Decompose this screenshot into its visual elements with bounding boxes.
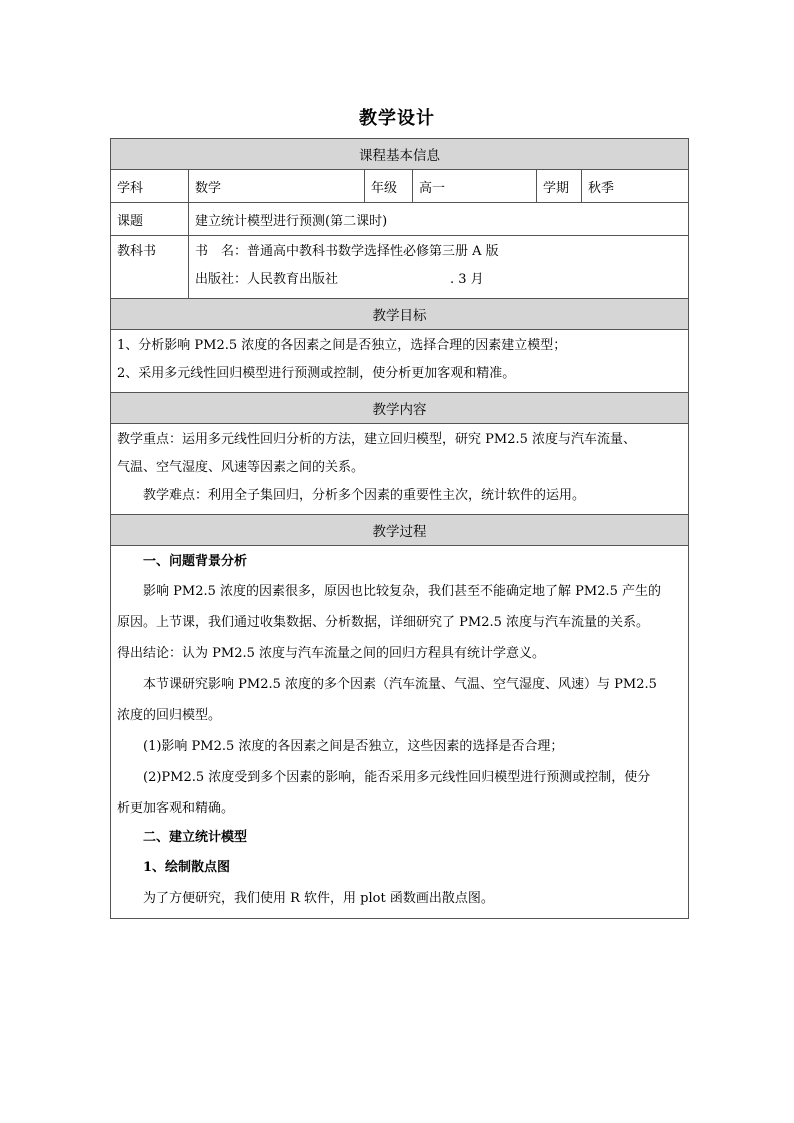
key-points-line: 教学重点：运用多元线性回归分析的方法，建立回归模型，研究 PM2.5 浓度与汽车流量、 (117, 432, 636, 447)
textbook-label: 教科书 (111, 236, 189, 299)
paragraph-line: 本节课研究影响 PM2.5 浓度的多个因素（汽车流量、气温、空气湿度、风速）与 PM2.5 (143, 677, 657, 692)
question-line: (2)PM2.5 浓度受到多个因素的影响，能否采用多元线性回归模型进行预测或控制，使分 (143, 770, 651, 785)
topic-value: 建立统计模型进行预测(第二课时) (189, 203, 689, 236)
paragraph-line: 影响 PM2.5 浓度的因素很多，原因也比较复杂，我们甚至不能确定地了解 PM2.5 产生的 (143, 584, 661, 599)
publisher-name: 出版社：人民教育出版社 (195, 272, 339, 287)
content-row (111, 424, 689, 515)
key-points-line: 气温、空气湿度、风速等因素之间的关系。 (117, 460, 365, 475)
process-heading: 一、问题背景分析 (143, 554, 248, 569)
process-heading: 二、建立统计模型 (143, 830, 248, 845)
objectives-row (111, 330, 689, 393)
term-label: 学期 (537, 170, 582, 203)
section-title: 教学过程 (111, 515, 689, 546)
section-header-process (111, 515, 689, 546)
publish-date: . 3 月 (450, 272, 484, 287)
lesson-plan-table (110, 138, 689, 919)
book-name-line: 书 名：普通高中教科书数学选择性必修第三册 A 版 (195, 244, 499, 259)
section-header-objectives (111, 299, 689, 330)
paragraph-line: 为了方便研究，我们使用 R 软件，用 plot 函数画出散点图。 (143, 891, 494, 906)
section-header-basic-info (111, 139, 689, 170)
process-subheading: 1、绘制散点图 (143, 860, 231, 875)
grade-label: 年级 (365, 170, 413, 203)
subject-value: 数学 (189, 170, 365, 203)
subject-label: 学科 (111, 170, 189, 203)
section-title: 教学内容 (111, 393, 689, 424)
publisher-line (195, 266, 682, 294)
process-body (111, 546, 689, 919)
content-body (111, 424, 689, 515)
section-header-content (111, 393, 689, 424)
section-title: 教学目标 (111, 299, 689, 330)
objective-item: 1、分析影响 PM2.5 浓度的各因素之间是否独立，选择合理的因素建立模型； (117, 338, 567, 353)
question-line: 析更加客观和精确。 (117, 801, 235, 816)
question-line: (1)影响 PM2.5 浓度的各因素之间是否独立，这些因素的选择是否合理； (143, 739, 564, 754)
objectives-body (111, 330, 689, 393)
info-row-topic (111, 203, 689, 236)
paragraph-line: 得出结论：认为 PM2.5 浓度与汽车流量之间的回归方程具有统计学意义。 (117, 646, 545, 661)
info-row-subject (111, 170, 689, 203)
objective-item: 2、采用多元线性回归模型进行预测或控制，使分析更加客观和精准。 (117, 366, 516, 381)
textbook-details (189, 236, 689, 299)
process-row (111, 546, 689, 919)
grade-value: 高一 (413, 170, 537, 203)
difficulty-line: 教学难点：利用全子集回归，分析多个因素的重要性主次，统计软件的运用。 (143, 488, 586, 503)
term-value: 秋季 (582, 170, 689, 203)
info-row-textbook (111, 236, 689, 299)
section-title: 课程基本信息 (111, 139, 689, 170)
paragraph-line: 浓度的回归模型。 (117, 708, 222, 723)
document-title: 教学设计 (359, 108, 435, 129)
topic-label: 课题 (111, 203, 189, 236)
paragraph-line: 原因。上节课，我们通过收集数据、分析数据，详细研究了 PM2.5 浓度与汽车流量的关系。 (117, 615, 649, 630)
